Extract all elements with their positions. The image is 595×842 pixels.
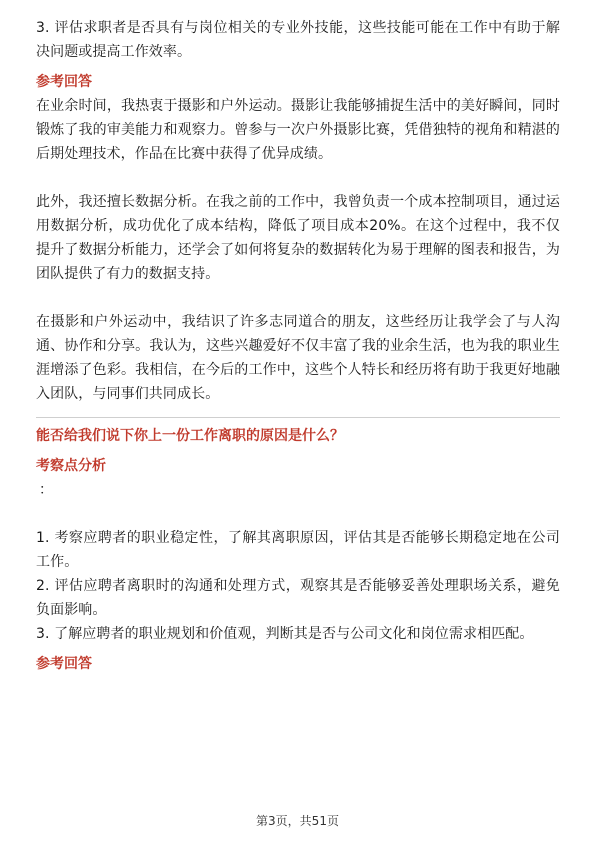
section-divider bbox=[36, 417, 560, 418]
document-page bbox=[36, 16, 560, 676]
analysis-item-1: 1. 考察应聘者的职业稳定性，了解其离职原因，评估其是否能够长期稳定地在公司工作。 bbox=[36, 530, 560, 570]
reference-answer-heading-2: 参考回答 bbox=[36, 656, 92, 672]
analysis-colon: ： bbox=[39, 482, 54, 498]
analysis-item-2: 2. 评估应聘者离职时的沟通和处理方式，观察其是否能够妥善处理职场关系，避免负面影响。 bbox=[36, 578, 560, 618]
reference-answer-heading: 参考回答 bbox=[36, 74, 92, 90]
answer-paragraph-3: 在摄影和户外运动中，我结识了许多志同道合的朋友，这些经历让我学会了与人沟通、协作和分享。我认为，这些兴趣爱好不仅丰富了我的业余生活，也为我的职业生涯增添了色彩。我相信，在今后的工作中，这些个人特长和经历将有助于我更好地融入团队，与同事们共同成长。 bbox=[36, 314, 560, 402]
analysis-item-3: 3. 了解应聘者的职业规划和价值观，判断其是否与公司文化和岗位需求相匹配。 bbox=[36, 626, 534, 642]
answer-paragraph-1: 在业余时间，我热衷于摄影和户外运动。摄影让我能够捕捉生活中的美好瞬间，同时锻炼了我的审美能力和观察力。曾参与一次户外摄影比赛，凭借独特的视角和精湛的后期处理技术，作品在比赛中获得了优异成绩。 bbox=[36, 98, 560, 162]
page-number: 第3页，共51页 bbox=[256, 814, 339, 828]
question-title: 能否给我们说下你上一份工作离职的原因是什么？ bbox=[36, 428, 344, 444]
criteria-item-3: 3. 评估求职者是否具有与岗位相关的专业外技能，这些技能可能在工作中有助于解决问题或提高工作效率。 bbox=[36, 20, 560, 60]
answer-paragraph-2: 此外，我还擅长数据分析。在我之前的工作中，我曾负责一个成本控制项目，通过运用数据分析，成功优化了成本结构，降低了项目成本20%。在这个过程中，我不仅提升了数据分析能力，还学会了如何将复杂的数据转化为易于理解的图表和报告，为团队提供了有力的数据支持。 bbox=[36, 194, 560, 282]
analysis-heading: 考察点分析 bbox=[36, 458, 106, 474]
